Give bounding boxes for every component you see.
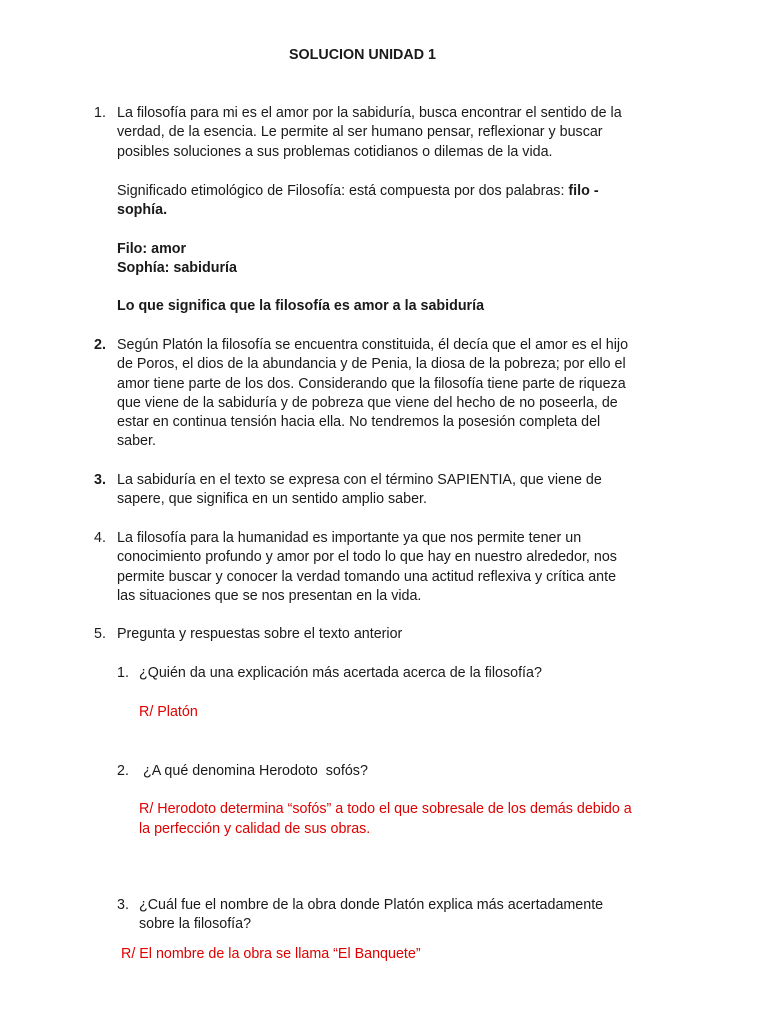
item-2-line-5: estar en continua tensión hacia ella. No tendremos la posesión completa del xyxy=(117,414,601,430)
subquestion-number-3: 3. xyxy=(117,897,129,913)
etymology-text: Significado etimológico de Filosofía: está compuesta por dos palabras: xyxy=(117,183,569,199)
item-number-2: 2. xyxy=(94,337,106,353)
item-number-5: 5. xyxy=(94,626,106,642)
item-4-line-3: permite buscar y conocer la verdad tomando una actitud reflexiva y crítica ante xyxy=(117,569,617,585)
item-2-line-6: saber. xyxy=(117,433,156,449)
item-1-line-2: verdad, de la esencia. Le permite al ser humano pensar, reflexionar y buscar xyxy=(117,124,603,140)
item-4-line-2: conocimiento profundo y amor por el todo lo que hay en nuestro alrededor, nos xyxy=(117,549,617,565)
item-3-line-2: sapere, que significa en un sentido amplio saber. xyxy=(117,491,427,507)
item-1-conclusion: Lo que significa que la filosofía es amor a la sabiduría xyxy=(117,298,485,314)
etymology-line xyxy=(117,182,599,202)
subquestion-3-line-2: sobre la filosofía? xyxy=(139,916,252,932)
subquestion-1-text: ¿Quién da una explicación más acertada acerca de la filosofía? xyxy=(139,665,542,681)
subquestion-2-text: ¿A qué denomina Herodoto sofós? xyxy=(139,763,368,779)
item-4-line-4: las situaciones que se nos presentan en la vida. xyxy=(117,588,422,604)
item-2-line-1: Según Platón la filosofía se encuentra constituida, él decía que el amor es el hijo xyxy=(117,337,629,353)
item-1-line-1: La filosofía para mi es el amor por la sabiduría, busca encontrar el sentido de la xyxy=(117,105,622,121)
item-1-line-3: posibles soluciones a sus problemas cotidianos o dilemas de la vida. xyxy=(117,144,553,160)
answer-3: R/ El nombre de la obra se llama “El Banquete” xyxy=(121,946,421,962)
subquestion-number-2: 2. xyxy=(117,763,129,779)
item-3-line-1: La sabiduría en el texto se expresa con el término SAPIENTIA, que viene de xyxy=(117,472,602,488)
document-title: SOLUCION UNIDAD 1 xyxy=(289,47,436,63)
item-2-line-4: que viene de la sabiduría y de pobreza que viene del hecho de no poseerla, de xyxy=(117,395,618,411)
item-2-line-3: amor tiene parte de los dos. Considerando que la filosofía tiene parte de riqueza xyxy=(117,376,626,392)
subquestion-3-line-1: ¿Cuál fue el nombre de la obra donde Platón explica más acertadamente xyxy=(139,897,604,913)
item-number-3: 3. xyxy=(94,472,106,488)
item-2-line-2: de Poros, el dios de la abundancia y de Penia, la diosa de la pobreza; por ello el xyxy=(117,356,626,372)
answer-2-line-1: R/ Herodoto determina “sofós” a todo el que sobresale de los demás debido a xyxy=(139,801,632,817)
sophia-definition: Sophía: sabiduría xyxy=(117,260,237,276)
answer-2-line-2: la perfección y calidad de sus obras. xyxy=(139,821,371,837)
filo-definition: Filo: amor xyxy=(117,241,187,257)
answer-1: R/ Platón xyxy=(139,704,198,720)
etymology-bold-sophia: sophía. xyxy=(117,202,168,218)
subquestion-number-1: 1. xyxy=(117,665,129,681)
item-4-line-1: La filosofía para la humanidad es importante ya que nos permite tener un xyxy=(117,530,582,546)
item-number-4: 4. xyxy=(94,530,106,546)
item-number-1: 1. xyxy=(94,105,106,121)
etymology-bold-filo: filo - xyxy=(568,183,599,199)
item-5-text: Pregunta y respuestas sobre el texto anterior xyxy=(117,626,403,642)
